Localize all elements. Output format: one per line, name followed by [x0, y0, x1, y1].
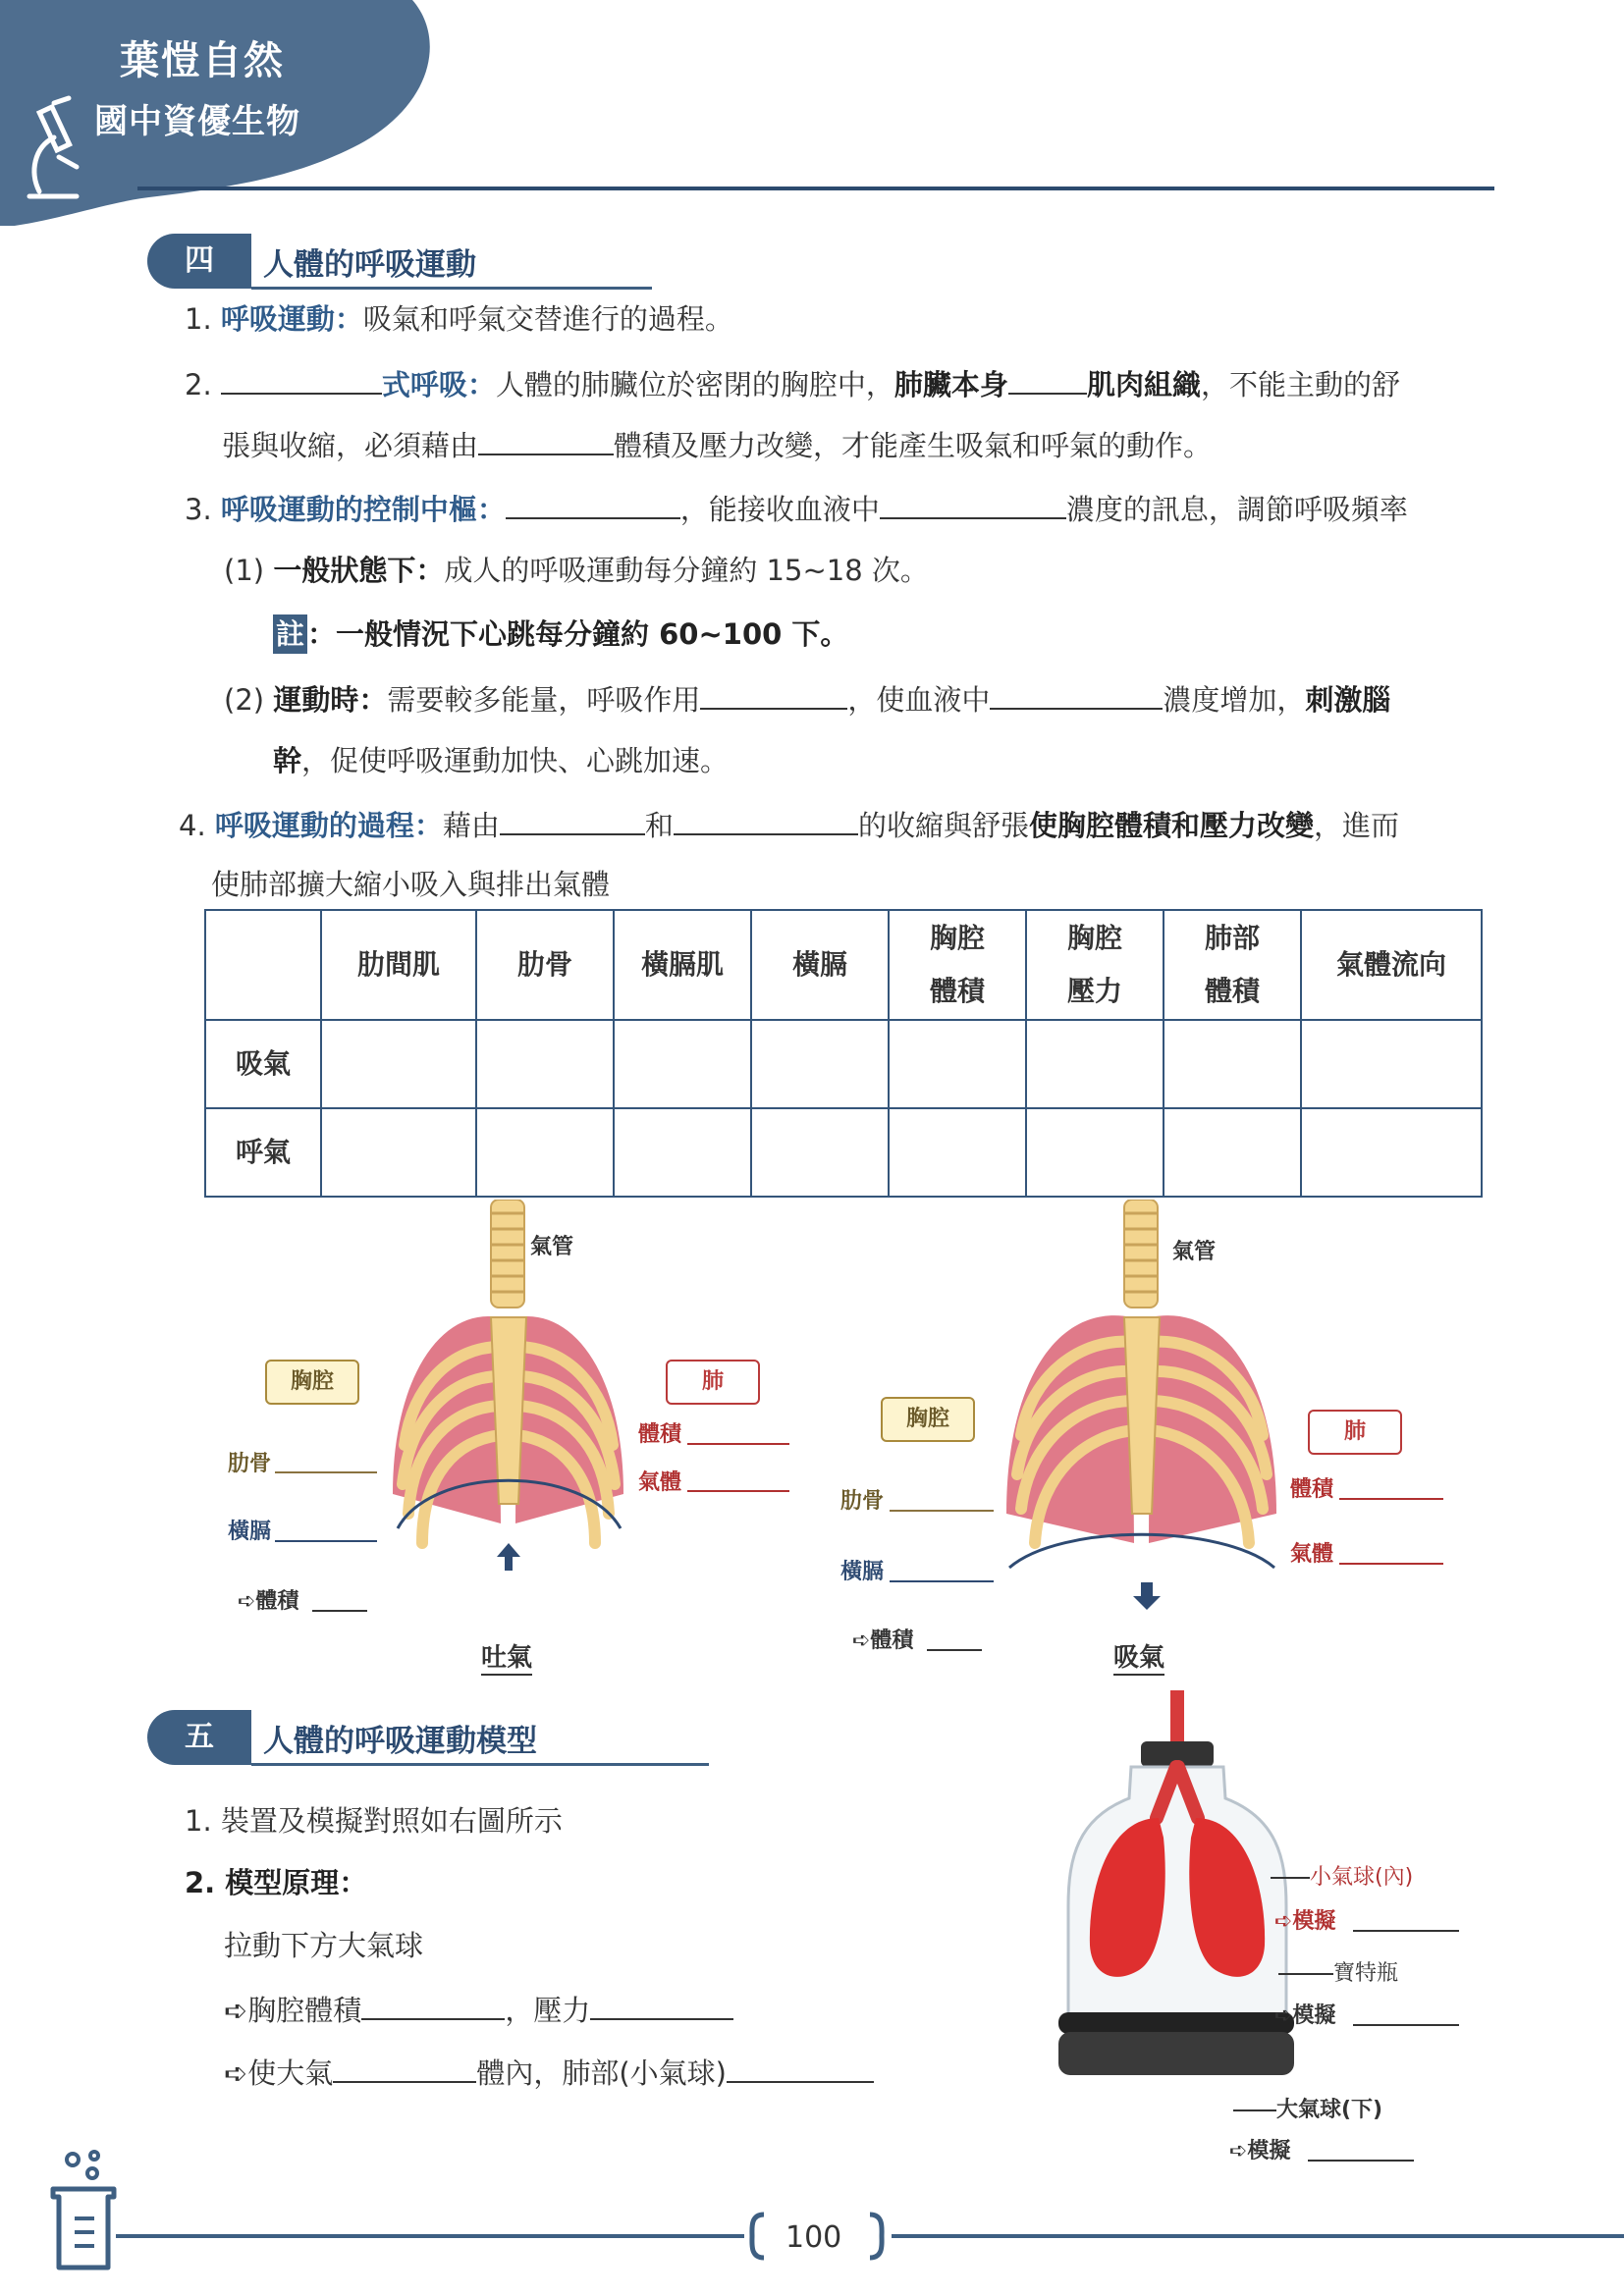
- s5-line-1: [224, 1989, 733, 2030]
- right-rib-label: 肋骨: [840, 1489, 885, 1514]
- section-4-underline: [251, 287, 652, 290]
- right-diaphragm-blank[interactable]: [890, 1580, 994, 1582]
- item-1-label: 呼吸運動：: [220, 302, 363, 336]
- table-header-row: [205, 910, 1482, 1020]
- right-trachea-label: 氣管: [1172, 1240, 1217, 1264]
- footer-rule: [116, 2207, 1624, 2266]
- table-cell[interactable]: [1164, 1020, 1301, 1108]
- item-4-bold: 使胸腔體積和壓力改變: [1028, 809, 1314, 842]
- breathing-table: [204, 909, 1483, 1198]
- table-cell[interactable]: [889, 1020, 1026, 1108]
- down-arrow-icon: [1133, 1582, 1161, 1610]
- sub-2-text-3: 濃度增加，: [1163, 683, 1306, 717]
- table-header-cell: 橫膈肌: [614, 910, 751, 1020]
- item-2-bold-2: 肌肉組織: [1086, 368, 1201, 401]
- table-cell[interactable]: [321, 1020, 476, 1108]
- left-diaphragm-label: 橫膈: [228, 1520, 272, 1544]
- table-cell[interactable]: [1164, 1108, 1301, 1197]
- right-chest-box: 胸腔: [881, 1397, 975, 1442]
- model-sim-2-blank[interactable]: [1353, 2024, 1459, 2026]
- table-header-cell: 橫膈: [751, 910, 889, 1020]
- right-lung-box: 肺: [1308, 1410, 1402, 1455]
- trachea-icon: [1124, 1200, 1158, 1308]
- blank-chest-volume[interactable]: [478, 424, 614, 455]
- left-gas-blank[interactable]: [687, 1490, 789, 1492]
- item-3-note: [273, 614, 848, 654]
- left-vol-blank[interactable]: [687, 1443, 789, 1445]
- table-header-cell: 胸腔 壓力: [1026, 910, 1164, 1020]
- item-2-label: 式呼吸：: [381, 368, 496, 401]
- table-cell[interactable]: [614, 1020, 751, 1108]
- note-text: ：一般情況下心跳每分鐘約 60~100 下。: [307, 617, 849, 651]
- left-lung-box: 肺: [666, 1360, 760, 1405]
- item-3-text-1: ，能接收血液中: [679, 493, 880, 526]
- model-big-balloon-label: [1233, 2093, 1382, 2123]
- sub-1-text: 成人的呼吸運動每分鐘約 15~18 次。: [444, 554, 929, 587]
- s5-pull: 拉動下方大氣球: [224, 1929, 424, 1962]
- table-cell[interactable]: [321, 1108, 476, 1197]
- section-5-title: 人體的呼吸運動模型: [263, 1724, 537, 1759]
- table-row-label: 吸氣: [205, 1020, 321, 1108]
- bottle-text: 寶特瓶: [1333, 1961, 1399, 1986]
- big-balloon-text: 大氣球(下): [1276, 2098, 1383, 2122]
- table-row: [205, 1020, 1482, 1108]
- right-diaphragm-label: 橫膈: [840, 1560, 885, 1584]
- sub-2-text-1: 需要較多能量，呼吸作用: [387, 683, 701, 717]
- table-header-cell: 肋間肌: [321, 910, 476, 1020]
- item-1-number: 1.: [185, 302, 212, 336]
- item-2-text-4: 體積及壓力改變，才能產生吸氣和呼氣的動作。: [614, 429, 1213, 462]
- model-sim-1-blank[interactable]: [1353, 1930, 1459, 1932]
- table-cell[interactable]: [1301, 1108, 1482, 1197]
- left-rib-label: 肋骨: [228, 1452, 272, 1476]
- item-3-label: 呼吸運動的控制中樞：: [220, 493, 506, 526]
- s5-line-2-a: ➪使大氣: [224, 2056, 334, 2090]
- model-sim-1: ➪模擬: [1274, 1909, 1336, 1934]
- sub-2-number: (2): [224, 683, 265, 717]
- model-small-balloon-label: [1271, 1860, 1413, 1891]
- item-3-sub-2-cont: [273, 741, 729, 780]
- s5-item-2: 2. 模型原理：: [185, 1866, 368, 1899]
- item-4-text-1: 藉由: [442, 809, 500, 842]
- table-cell[interactable]: [1026, 1108, 1164, 1197]
- item-4-label: 呼吸運動的過程：: [214, 809, 443, 842]
- right-vol-blank[interactable]: [1339, 1498, 1443, 1500]
- item-2-text-2: ，不能主動的舒: [1200, 368, 1400, 401]
- left-arrow-vol-blank[interactable]: [312, 1610, 367, 1612]
- ribcage-inhale-illustration: [992, 1200, 1306, 1651]
- item-2-text-3: 張與收縮，必須藉由: [222, 429, 479, 462]
- item-1: [185, 299, 733, 339]
- sub-2-text-2: ，使血液中: [847, 683, 991, 717]
- up-arrow-icon: [497, 1543, 520, 1571]
- item-3-line: [185, 488, 1408, 529]
- blank-blood-gas[interactable]: [880, 488, 1066, 519]
- table-cell[interactable]: [476, 1108, 614, 1197]
- sub-1-label: 一般狀態下：: [273, 554, 445, 587]
- diaphragm-shape: [1009, 1534, 1274, 1568]
- left-gas-label: 氣體: [638, 1470, 682, 1495]
- left-arrow-vol-label: ➪體積: [238, 1589, 299, 1614]
- blank-muscle-a[interactable]: [500, 804, 645, 835]
- blank-chest-vol-model[interactable]: [361, 1989, 505, 2020]
- table-cell[interactable]: [751, 1020, 889, 1108]
- table-cell[interactable]: [614, 1108, 751, 1197]
- item-3-sub-1: [224, 551, 929, 590]
- right-caption: 吸氣: [1113, 1637, 1164, 1676]
- sub-2-text-4: ，促使呼吸運動加快、心跳加速。: [301, 744, 730, 777]
- model-sim-3: ➪模擬: [1229, 2139, 1291, 2163]
- section-5-heading: [147, 1710, 609, 1765]
- right-rib-blank[interactable]: [890, 1510, 994, 1512]
- header-rule: [137, 187, 1494, 190]
- left-trachea-label: 氣管: [530, 1235, 574, 1259]
- item-3-text-2: 濃度的訊息，調節呼吸頻率: [1065, 493, 1408, 526]
- blank-gas-increase[interactable]: [990, 678, 1163, 710]
- table-cell[interactable]: [476, 1020, 614, 1108]
- beaker-icon: [39, 2150, 128, 2277]
- page-number: 100: [785, 2220, 842, 2255]
- item-4-line-2: [211, 865, 610, 904]
- table-row-label: 呼氣: [205, 1108, 321, 1197]
- s5-line-2: [224, 2052, 874, 2093]
- item-3-sub-2: [224, 678, 1390, 720]
- item-1-text: 吸氣和呼氣交替進行的過程。: [362, 302, 733, 336]
- item-4-text-4: ，進而: [1313, 809, 1399, 842]
- table-cell[interactable]: [1301, 1020, 1482, 1108]
- table-cell[interactable]: [1026, 1020, 1164, 1108]
- blank-air-flow[interactable]: [333, 2052, 476, 2083]
- blank-breathing-type[interactable]: [221, 363, 382, 395]
- blank-control-center[interactable]: [506, 488, 680, 519]
- section-5-underline: [251, 1763, 709, 1766]
- right-gas-label: 氣體: [1290, 1542, 1334, 1567]
- right-arrow-vol-blank[interactable]: [927, 1649, 982, 1651]
- sub-2-bold-2: 幹: [273, 744, 302, 777]
- left-diaphragm-blank[interactable]: [275, 1540, 377, 1542]
- sub-2-label: 運動時：: [273, 683, 388, 717]
- sub-1-number: (1): [224, 554, 265, 587]
- blank-lung-muscle[interactable]: [1008, 363, 1087, 395]
- table-header-cell: 肋骨: [476, 910, 614, 1020]
- model-sim-2: ➪模擬: [1274, 2003, 1336, 2028]
- item-2-number: 2.: [185, 368, 212, 401]
- note-badge: 註: [273, 614, 307, 654]
- s5-line-1-b: ，壓力: [505, 1994, 591, 2027]
- section-4-number: 四: [147, 234, 251, 289]
- table-cell[interactable]: [751, 1108, 889, 1197]
- table-row: [205, 1108, 1482, 1197]
- ribcage-exhale-illustration: [373, 1200, 668, 1651]
- table-header-cell: 肺部 體積: [1164, 910, 1301, 1020]
- table-header-cell: 胸腔 體積: [889, 910, 1026, 1020]
- small-balloon-text: 小氣球(內): [1310, 1865, 1414, 1890]
- blank-lung-change[interactable]: [727, 2052, 874, 2083]
- item-4-text-5: 使肺部擴大縮小吸入與排出氣體: [211, 868, 611, 901]
- section-4-title: 人體的呼吸運動: [263, 247, 476, 283]
- s5-line-2-b: 體內，肺部(小氣球): [476, 2056, 727, 2090]
- item-2-line-1: [185, 363, 1400, 404]
- s5-item-1: 1. 裝置及模擬對照如右圖所示: [185, 1804, 563, 1838]
- model-sim-3-blank[interactable]: [1308, 2160, 1414, 2162]
- left-caption: 吐氣: [481, 1637, 532, 1676]
- item-4-text-3: 的收縮與舒張: [857, 809, 1029, 842]
- item-4-text-2: 和: [644, 809, 674, 842]
- table-cell[interactable]: [889, 1108, 1026, 1197]
- left-chest-box: 胸腔: [265, 1360, 359, 1405]
- item-2-bold-1: 肺臟本身: [893, 368, 1008, 401]
- trachea-icon: [491, 1200, 524, 1308]
- right-gas-blank[interactable]: [1339, 1563, 1443, 1565]
- model-bottle-label: [1278, 1956, 1398, 1987]
- blank-respiration[interactable]: [700, 678, 847, 710]
- header-title: 葉愷自然: [120, 37, 285, 83]
- item-4-number: 4.: [179, 809, 206, 842]
- item-4-line: [179, 804, 1399, 845]
- section-5-number: 五: [147, 1710, 251, 1765]
- right-vol-label: 體積: [1290, 1477, 1334, 1502]
- left-vol-label: 體積: [638, 1422, 682, 1447]
- table-header-cell: [205, 910, 321, 1020]
- header-subtitle: 國中資優生物: [94, 102, 300, 141]
- right-arrow-vol-label: ➪體積: [852, 1629, 914, 1653]
- section-4-heading: [147, 234, 520, 289]
- bell-jar-model-illustration: [1051, 1690, 1296, 2122]
- item-2-line-2: [222, 424, 1212, 465]
- item-2-text-1: 人體的肺臟位於密閉的胸腔中，: [495, 368, 894, 401]
- item-3-number: 3.: [185, 493, 212, 526]
- s5-line-1-a: ➪胸腔體積: [224, 1994, 362, 2027]
- sub-2-bold: 刺激腦: [1305, 683, 1391, 717]
- blank-muscle-b[interactable]: [674, 804, 858, 835]
- table-header-cell: 氣體流向: [1301, 910, 1482, 1020]
- left-rib-blank[interactable]: [275, 1471, 377, 1473]
- blank-pressure-model[interactable]: [590, 1989, 733, 2020]
